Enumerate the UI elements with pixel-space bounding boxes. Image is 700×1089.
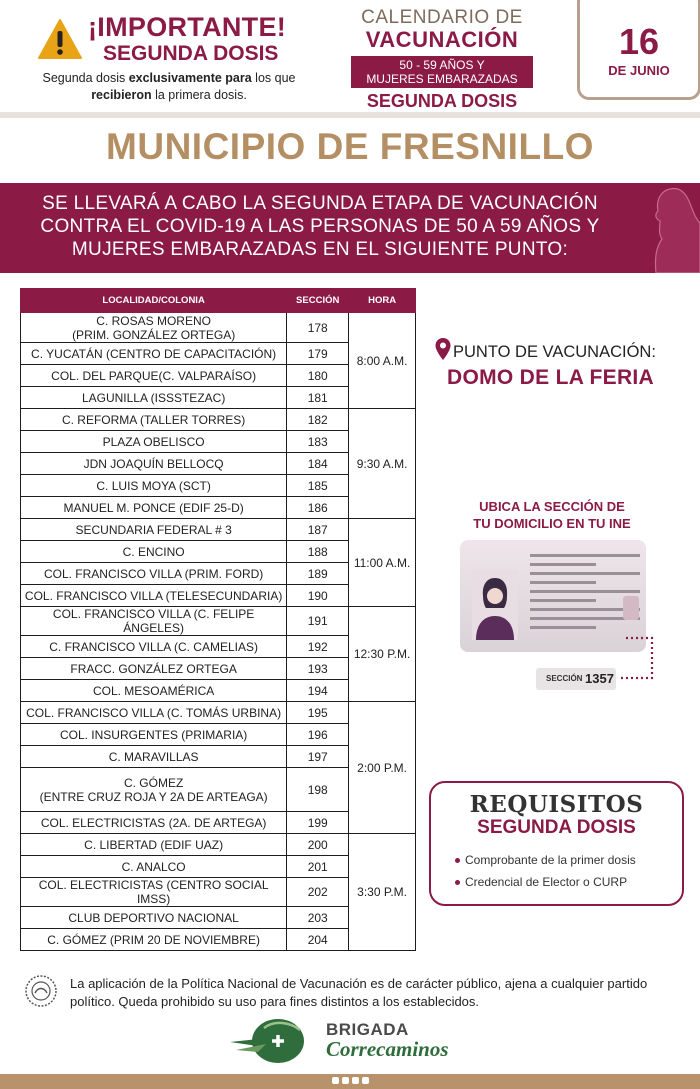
ine-section-number: 1357	[585, 671, 614, 686]
locality-cell: SECUNDARIA FEDERAL # 3	[21, 519, 287, 541]
locality-cell: LAGUNILLA (ISSSTEZAC)	[21, 387, 287, 409]
social-icons	[330, 1076, 370, 1086]
legal-disclaimer: La aplicación de la Política Nacional de Vacunación es de carácter público, ajena a cualquier partido político. Queda prohibido su uso para fines distintos a los establecidos.	[70, 976, 648, 1009]
calendar-line1: CALENDARIO DE	[361, 7, 523, 28]
section-cell: 187	[287, 519, 349, 541]
locality-cell: PLAZA OBELISCO	[21, 431, 287, 453]
section-cell: 203	[287, 907, 349, 929]
vaccination-point-place: DOMO DE LA FERIA	[447, 366, 655, 389]
date-day: 16	[618, 21, 660, 62]
hour-cell: 12:30 P.M.	[349, 607, 416, 702]
woman-silhouette-icon	[630, 183, 700, 273]
locality-cell: CLUB DEPORTIVO NACIONAL	[21, 907, 287, 929]
requirements-subtitle: SEGUNDA DOSIS	[477, 817, 636, 838]
locality-cell: C. REFORMA (TALLER TORRES)	[21, 409, 287, 431]
calendar-dose: SEGUNDA DOSIS	[366, 91, 518, 111]
section-cell: 185	[287, 475, 349, 497]
section-cell: 179	[287, 343, 349, 365]
announcement-line1: SE LLEVARÁ A CABO LA SEGUNDA ETAPA DE VACUNACIÓN	[42, 193, 598, 214]
section-cell: 193	[287, 658, 349, 680]
youtube-icon[interactable]	[362, 1077, 369, 1084]
table-row	[21, 702, 416, 724]
table-header-row	[21, 289, 416, 313]
column-header-section: SECCIÓN	[287, 289, 349, 313]
column-header-hour: HORA	[349, 289, 416, 313]
locality-cell: C. YUCATÁN (CENTRO DE CAPACITACIÓN)	[21, 343, 287, 365]
section-cell: 184	[287, 453, 349, 475]
requirement-item: Credencial de Elector o CURP	[455, 871, 682, 893]
section-cell: 199	[287, 812, 349, 834]
section-cell: 182	[287, 409, 349, 431]
important-title: ¡IMPORTANTE!	[88, 12, 287, 42]
facebook-icon[interactable]	[332, 1077, 339, 1084]
requirements-box	[429, 781, 684, 906]
announcement-banner	[0, 183, 700, 273]
twitter-icon[interactable]	[342, 1077, 349, 1084]
vaccination-point-label: PUNTO DE VACUNACIÓN:	[453, 343, 656, 361]
requirements-title: REQUISITOS	[469, 791, 644, 818]
section-cell: 194	[287, 680, 349, 702]
warning-icon	[38, 18, 82, 60]
locality-cell: JDN JOAQUÍN BELLOCQ	[21, 453, 287, 475]
locality-cell: COL. FRANCISCO VILLA (TELESECUNDARIA)	[21, 585, 287, 607]
locality-cell: C. ANALCO	[21, 856, 287, 878]
brand-line2: Correcaminos	[326, 1037, 449, 1061]
section-cell: 186	[287, 497, 349, 519]
locality-cell: C. FRANCISCO VILLA (C. CAMELIAS)	[21, 636, 287, 658]
date-month: DE JUNIO	[608, 63, 670, 78]
hour-cell: 9:30 A.M.	[349, 409, 416, 519]
ine-instructions-line1: UBICA LA SECCIÓN DE	[479, 499, 625, 514]
hour-cell: 11:00 A.M.	[349, 519, 416, 607]
section-cell: 195	[287, 702, 349, 724]
locality-cell: COL. FRANCISCO VILLA (PRIM. FORD)	[21, 563, 287, 585]
government-seal-icon	[24, 974, 58, 1008]
ine-section-label: SECCIÓN	[546, 674, 583, 683]
section-cell: 200	[287, 834, 349, 856]
table-row	[21, 519, 416, 541]
locality-cell: C. MARAVILLAS	[21, 746, 287, 768]
locality-cell: COL. ELECTRICISTAS (2A. DE ARTEGA)	[21, 812, 287, 834]
table-row	[21, 834, 416, 856]
calendar-audience-box	[351, 56, 533, 88]
ine-instructions-line2: TU DOMICILIO EN TU INE	[473, 516, 631, 531]
calendar-heading	[348, 8, 536, 112]
locality-cell: COL. FRANCISCO VILLA (C. FELIPE ÁNGELES)	[21, 607, 287, 636]
locality-cell: C. GÓMEZ (ENTRE CRUZ ROJA Y 2A DE ARTEAGA)	[21, 768, 287, 812]
brigada-logo-icon	[228, 1016, 320, 1066]
locality-cell: C. LUIS MOYA (SCT)	[21, 475, 287, 497]
date-card	[577, 0, 700, 100]
section-cell: 201	[287, 856, 349, 878]
hour-cell: 2:00 P.M.	[349, 702, 416, 834]
schedule-table	[20, 288, 416, 951]
section-cell: 188	[287, 541, 349, 563]
municipality-title: MUNICIPIO DE FRESNILLO	[106, 126, 594, 167]
locality-cell: COL. DEL PARQUE(C. VALPARAÍSO)	[21, 365, 287, 387]
locality-cell: COL. MESOAMÉRICA	[21, 680, 287, 702]
hour-cell: 8:00 A.M.	[349, 313, 416, 409]
locality-cell: C. GÓMEZ (PRIM 20 DE NOVIEMBRE)	[21, 929, 287, 951]
announcement-text	[20, 192, 620, 261]
audience-line2: MUJERES EMBARAZADAS	[366, 72, 518, 86]
table-row	[21, 313, 416, 343]
ine-mini-photo	[623, 596, 639, 620]
locality-cell: COL. ELECTRICISTAS (CENTRO SOCIAL IMSS)	[21, 878, 287, 907]
hour-cell: 3:30 P.M.	[349, 834, 416, 951]
announcement-line2: CONTRA EL COVID-19 A LAS PERSONAS DE 50 A 59 AÑOS Y	[40, 216, 600, 237]
section-cell: 183	[287, 431, 349, 453]
locality-cell: C. LIBERTAD (EDIF UAZ)	[21, 834, 287, 856]
brand-line1: BRIGADA	[326, 1020, 409, 1039]
section-cell: 180	[287, 365, 349, 387]
locality-cell: C. ROSAS MORENO (PRIM. GONZÁLEZ ORTEGA)	[21, 313, 287, 343]
header	[0, 0, 700, 118]
audience-line1: 50 - 59 AÑOS Y	[399, 58, 485, 72]
person-photo-icon	[472, 570, 518, 640]
locality-cell: C. ENCINO	[21, 541, 287, 563]
important-note: Segunda dosis exclusivamente para los que recibieron la primera dosis.	[42, 71, 296, 102]
locality-cell: COL. INSURGENTES (PRIMARIA)	[21, 724, 287, 746]
announcement-line3: MUJERES EMBARAZADAS EN EL SIGUIENTE PUNTO:	[71, 239, 569, 260]
bullet-icon	[455, 880, 460, 885]
locality-cell: MANUEL M. PONCE (EDIF 25-D)	[21, 497, 287, 519]
section-cell: 189	[287, 563, 349, 585]
ine-section-chip	[536, 668, 616, 690]
ine-instructions	[462, 498, 642, 532]
locality-cell: FRACC. GONZÁLEZ ORTEGA	[21, 658, 287, 680]
ine-text-lines	[530, 554, 640, 635]
important-subtitle: SEGUNDA DOSIS	[103, 42, 279, 65]
section-cell: 181	[287, 387, 349, 409]
calendar-line2: VACUNACIÓN	[365, 27, 519, 52]
section-cell: 202	[287, 878, 349, 907]
map-pin-icon	[434, 337, 452, 361]
column-header-locality: LOCALIDAD/COLONIA	[21, 289, 287, 313]
section-cell: 197	[287, 746, 349, 768]
table-row	[21, 607, 416, 636]
section-cell: 191	[287, 607, 349, 636]
section-cell: 196	[287, 724, 349, 746]
section-cell: 190	[287, 585, 349, 607]
requirements-list	[455, 849, 682, 893]
bullet-icon	[455, 858, 460, 863]
section-cell: 204	[287, 929, 349, 951]
section-cell: 192	[287, 636, 349, 658]
instagram-icon[interactable]	[352, 1077, 359, 1084]
requirement-item: Comprobante de la primer dosis	[455, 849, 682, 871]
locality-cell: COL. FRANCISCO VILLA (C. TOMÁS URBINA)	[21, 702, 287, 724]
dotted-pointer-icon	[612, 634, 662, 684]
section-cell: 198	[287, 768, 349, 812]
section-cell: 178	[287, 313, 349, 343]
table-row	[21, 409, 416, 431]
